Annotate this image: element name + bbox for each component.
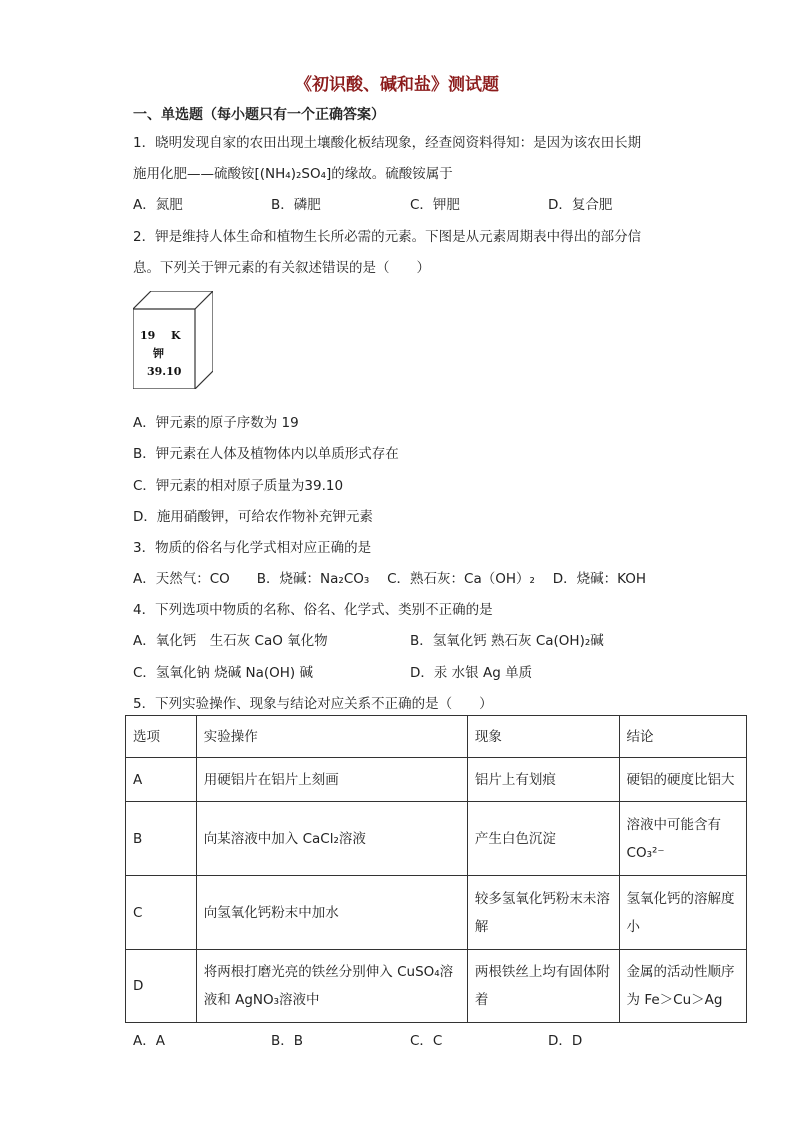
question-5-option-a[interactable]: A．A [133, 1033, 165, 1049]
question-4-option-b[interactable]: B．氢氧化钙 熟石灰 Ca(OH)₂碱 [410, 633, 604, 649]
question-1-option-d[interactable]: D．复合肥 [548, 197, 613, 213]
table-cell: 铝片上有划痕 [467, 758, 619, 802]
table-cell: B [126, 802, 197, 876]
table-row [126, 876, 747, 950]
table-cell: 用硬铝片在铝片上刻画 [196, 758, 467, 802]
periodic-table-cell-figure [133, 291, 213, 389]
element-name: 钾 [153, 347, 164, 360]
question-2-option-b[interactable]: B．钾元素在人体及植物体内以单质形式存在 [133, 446, 399, 462]
table-cell: 将两根打磨光亮的铁丝分别伸入 CuSO₄溶液和 AgNO₃溶液中 [196, 950, 467, 1023]
table-cell: D [126, 950, 197, 1023]
table-row [126, 802, 747, 876]
section-heading: 一、单选题（每小题只有一个正确答案） [133, 107, 385, 123]
question-4-line-1: 4．下列选项中物质的名称、俗名、化学式、类别不正确的是 [133, 602, 493, 618]
question-4-option-a[interactable]: A．氧化钙 生石灰 CaO 氧化物 [133, 633, 328, 649]
question-1-option-b[interactable]: B．磷肥 [271, 197, 321, 213]
table-cell: 氢氧化钙的溶解度小 [619, 876, 746, 950]
atomic-mass: 39.10 [147, 365, 182, 378]
table-cell: C [126, 876, 197, 950]
question-4-option-d[interactable]: D．汞 水银 Ag 单质 [410, 665, 533, 681]
question-5-line-1: 5．下列实验操作、现象与结论对应关系不正确的是（ ） [133, 696, 493, 712]
question-4-option-c[interactable]: C．氢氧化钠 烧碱 Na(OH) 碱 [133, 665, 313, 681]
question-2-line-1: 2．钾是维持人体生命和植物生长所必需的元素。下图是从元素周期表中得出的部分信 [133, 229, 642, 245]
table-row [126, 950, 747, 1023]
question-2-line-2: 息。下列关于钾元素的有关叙述错误的是（ ） [133, 260, 430, 276]
question-3-line-1: 3．物质的俗名与化学式相对应正确的是 [133, 540, 372, 556]
question-5-option-b[interactable]: B．B [271, 1033, 304, 1049]
table-header-cell: 结论 [619, 716, 746, 758]
question-5-option-d[interactable]: D．D [548, 1033, 583, 1049]
question-1-line-2: 施用化肥——硫酸铵[(NH₄)₂SO₄]的缘故。硫酸铵属于 [133, 166, 453, 182]
question-2-option-a[interactable]: A．钾元素的原子序数为 19 [133, 415, 299, 431]
table-header-row [126, 716, 747, 758]
table-cell: 向氢氧化钙粉末中加水 [196, 876, 467, 950]
table-row [126, 758, 747, 802]
question-1-option-a[interactable]: A．氮肥 [133, 197, 183, 213]
table-cell: 产生白色沉淀 [467, 802, 619, 876]
question-5-option-c[interactable]: C．C [410, 1033, 443, 1049]
table-header-cell: 实验操作 [196, 716, 467, 758]
experiment-table [125, 715, 747, 1023]
question-3-options[interactable]: A．天然气：CO B．烧碱：Na₂CO₃ C．熟石灰：Ca（OH）₂ D．烧碱：KOH [133, 571, 646, 587]
table-cell: 向某溶液中加入 CaCl₂溶液 [196, 802, 467, 876]
page-title: 《初识酸、碱和盐》测试题 [295, 75, 499, 95]
table-cell: 两根铁丝上均有固体附着 [467, 950, 619, 1023]
table-cell: 硬铝的硬度比铝大 [619, 758, 746, 802]
table-cell: 较多氢氧化钙粉末未溶解 [467, 876, 619, 950]
table-cell: 溶液中可能含有CO₃²⁻ [619, 802, 746, 876]
question-1-option-c[interactable]: C．钾肥 [410, 197, 460, 213]
question-1-line-1: 1．晓明发现自家的农田出现土壤酸化板结现象，经查阅资料得知：是因为该农田长期 [133, 135, 642, 151]
table-header-cell: 现象 [467, 716, 619, 758]
table-cell: A [126, 758, 197, 802]
table-cell: 金属的活动性顺序为 Fe＞Cu＞Ag [619, 950, 746, 1023]
question-2-option-c[interactable]: C．钾元素的相对原子质量为39.10 [133, 478, 344, 494]
atomic-number: 19 [140, 329, 156, 342]
table-header-cell: 选项 [126, 716, 197, 758]
element-symbol: K [171, 329, 181, 342]
question-2-option-d[interactable]: D．施用硝酸钾，可给农作物补充钾元素 [133, 509, 373, 525]
